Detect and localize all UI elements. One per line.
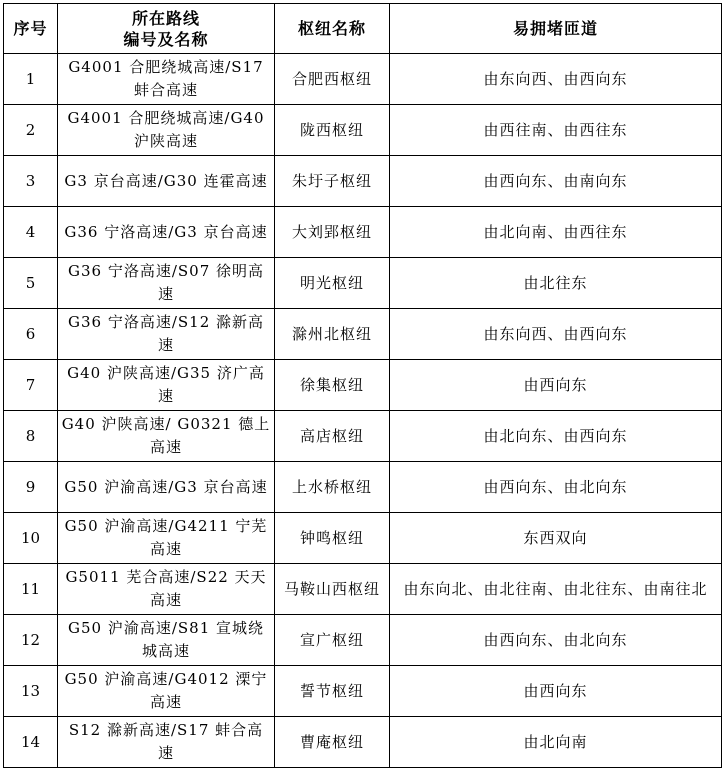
table-row (4, 258, 722, 309)
row-hub: 徐集枢纽 (275, 360, 390, 411)
row-ramp: 由西向东、由北向东 (390, 615, 722, 666)
table-row (4, 54, 722, 105)
row-route: G50 沪渝高速/S81 宣城绕城高速 (58, 615, 275, 666)
table-row (4, 411, 722, 462)
row-index: 3 (4, 156, 58, 207)
row-route: G50 沪渝高速/G4211 宁芜高速 (58, 513, 275, 564)
row-index: 4 (4, 207, 58, 258)
row-index: 1 (4, 54, 58, 105)
row-route: G5011 芜合高速/S22 天天高速 (58, 564, 275, 615)
table-row (4, 207, 722, 258)
row-hub: 明光枢纽 (275, 258, 390, 309)
row-index: 13 (4, 666, 58, 717)
header-hub: 枢纽名称 (275, 4, 390, 54)
row-ramp: 东西双向 (390, 513, 722, 564)
row-index: 9 (4, 462, 58, 513)
row-hub: 大刘郢枢纽 (275, 207, 390, 258)
row-index: 5 (4, 258, 58, 309)
row-hub: 曹庵枢纽 (275, 717, 390, 768)
row-ramp: 由东向西、由西向东 (390, 54, 722, 105)
row-route: G36 宁洛高速/S12 滁新高速 (58, 309, 275, 360)
row-ramp: 由东向北、由北往南、由北往东、由南往北 (390, 564, 722, 615)
row-index: 2 (4, 105, 58, 156)
row-index: 6 (4, 309, 58, 360)
row-route: G3 京台高速/G30 连霍高速 (58, 156, 275, 207)
row-ramp: 由北向南 (390, 717, 722, 768)
row-hub: 誓节枢纽 (275, 666, 390, 717)
table-row (4, 156, 722, 207)
table-row (4, 666, 722, 717)
header-index: 序号 (4, 4, 58, 54)
row-ramp: 由西向东 (390, 360, 722, 411)
row-route: G50 沪渝高速/G4012 溧宁高速 (58, 666, 275, 717)
row-route: G4001 合肥绕城高速/G40 沪陕高速 (58, 105, 275, 156)
table-row (4, 309, 722, 360)
row-hub: 宣广枢纽 (275, 615, 390, 666)
row-index: 12 (4, 615, 58, 666)
row-ramp: 由北往东 (390, 258, 722, 309)
row-index: 10 (4, 513, 58, 564)
header-route-line1: 所在路线 (131, 8, 200, 28)
row-hub: 马鞍山西枢纽 (275, 564, 390, 615)
table-row (4, 717, 722, 768)
row-hub: 高店枢纽 (275, 411, 390, 462)
row-route: G36 宁洛高速/G3 京台高速 (58, 207, 275, 258)
row-route: G40 沪陕高速/G35 济广高速 (58, 360, 275, 411)
row-index: 14 (4, 717, 58, 768)
row-index: 11 (4, 564, 58, 615)
row-route: G40 沪陕高速/ G0321 德上高速 (58, 411, 275, 462)
row-ramp: 由西向东、由南向东 (390, 156, 722, 207)
row-route: G50 沪渝高速/G3 京台高速 (58, 462, 275, 513)
row-route: G4001 合肥绕城高速/S17 蚌合高速 (58, 54, 275, 105)
row-ramp: 由北向东、由西向东 (390, 411, 722, 462)
row-hub: 钟鸣枢纽 (275, 513, 390, 564)
row-hub: 滁州北枢纽 (275, 309, 390, 360)
row-ramp: 由东向西、由西向东 (390, 309, 722, 360)
table-row (4, 513, 722, 564)
row-ramp: 由西往南、由西往东 (390, 105, 722, 156)
row-hub: 上水桥枢纽 (275, 462, 390, 513)
table-row (4, 462, 722, 513)
row-index: 7 (4, 360, 58, 411)
row-route: S12 滁新高速/S17 蚌合高速 (58, 717, 275, 768)
row-ramp: 由西向东、由北向东 (390, 462, 722, 513)
table-row (4, 105, 722, 156)
header-route (58, 4, 275, 54)
header-route-line2: 编号及名称 (123, 29, 209, 49)
header-ramp: 易拥堵匝道 (390, 4, 722, 54)
table-row (4, 564, 722, 615)
row-ramp: 由北向南、由西往东 (390, 207, 722, 258)
table-header-row (4, 4, 722, 54)
row-route: G36 宁洛高速/S07 徐明高速 (58, 258, 275, 309)
congestion-ramp-table (3, 3, 722, 768)
table-row (4, 360, 722, 411)
row-hub: 合肥西枢纽 (275, 54, 390, 105)
table-body (4, 54, 722, 768)
row-hub: 朱圩子枢纽 (275, 156, 390, 207)
row-ramp: 由西向东 (390, 666, 722, 717)
row-hub: 陇西枢纽 (275, 105, 390, 156)
table-row (4, 615, 722, 666)
row-index: 8 (4, 411, 58, 462)
